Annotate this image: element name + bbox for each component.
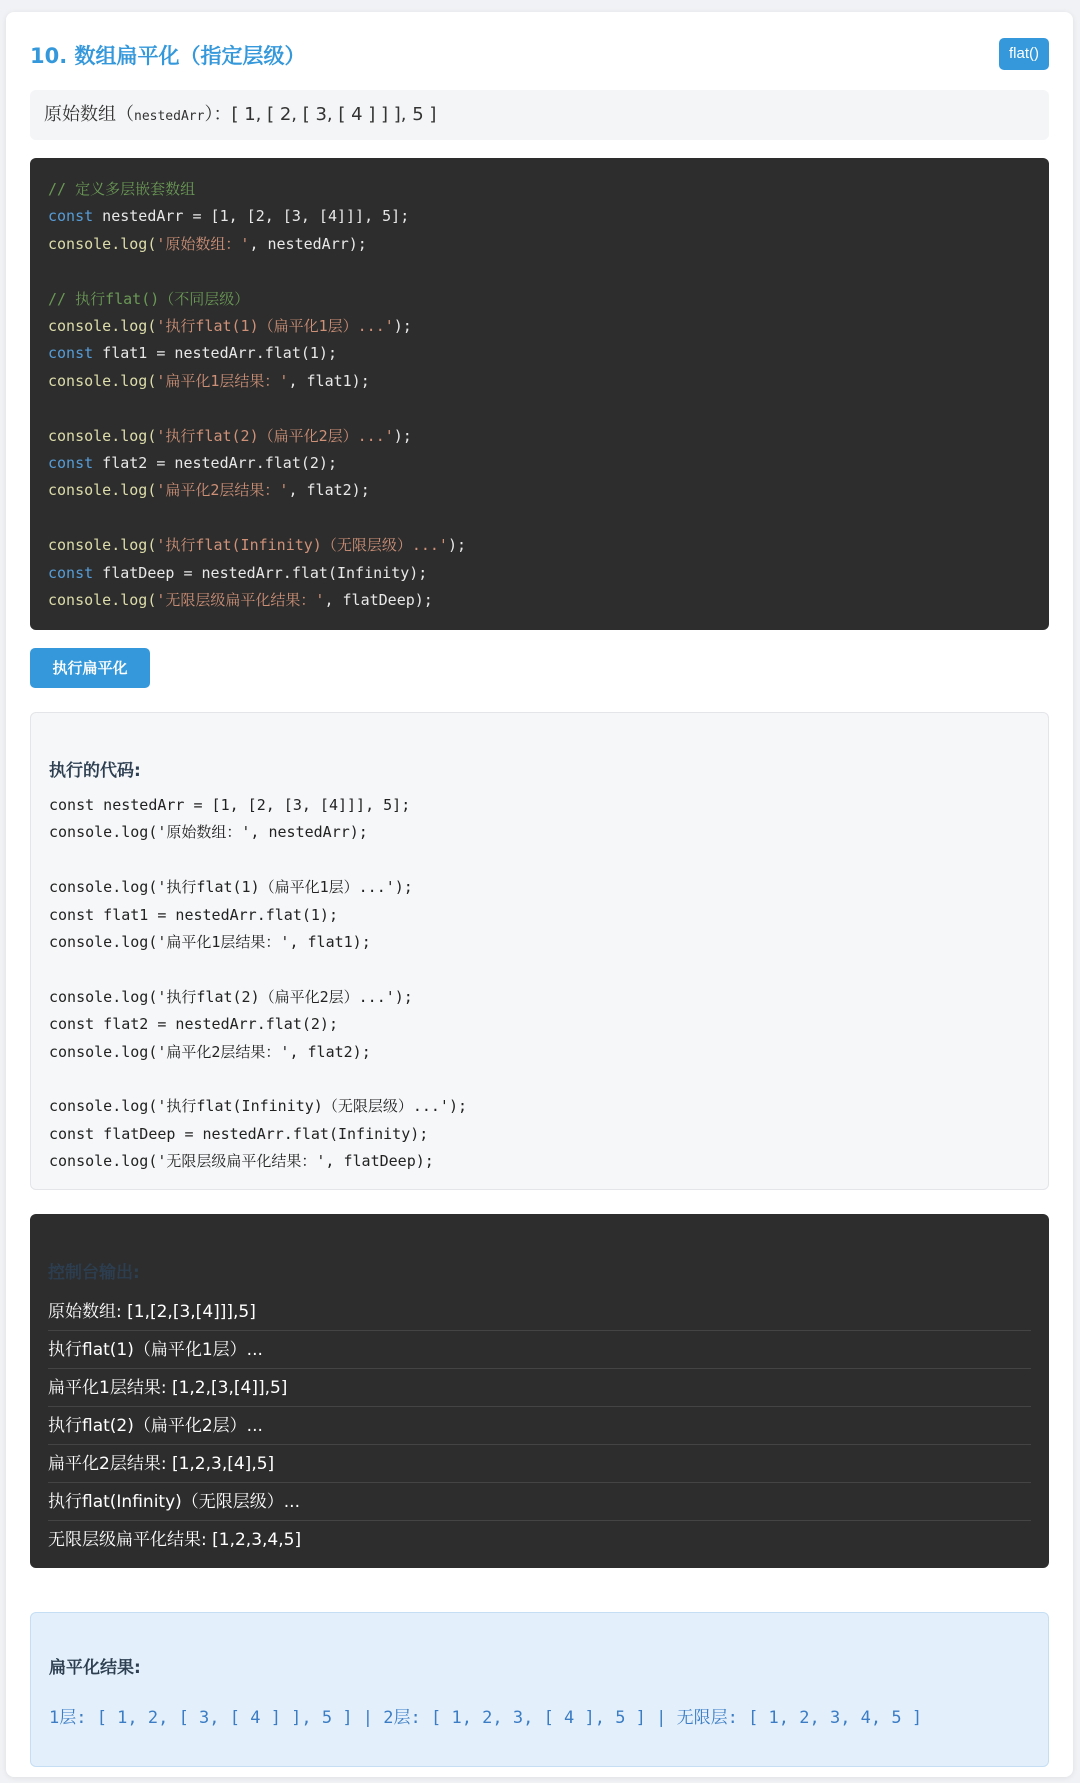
method-badge: flat() xyxy=(999,38,1049,70)
console-line: 执行flat(2)（扁平化2层）... xyxy=(48,1407,1031,1445)
code-line xyxy=(48,477,1031,504)
original-array-box xyxy=(30,90,1049,140)
result-title: 扁平化结果: xyxy=(49,1658,141,1678)
original-label-prefix: 原始数组（ xyxy=(44,104,134,125)
code-token: , nestedArr); xyxy=(249,234,367,253)
code-token: const xyxy=(48,563,94,582)
code-token: const xyxy=(48,344,94,363)
code-line xyxy=(48,395,1031,422)
code-token: console.log( xyxy=(48,591,157,610)
console-lines xyxy=(48,1293,1031,1559)
code-token: , flatDeep); xyxy=(324,591,433,610)
code-line xyxy=(48,231,1031,258)
code-token: console.log( xyxy=(48,371,157,390)
code-line xyxy=(48,286,1031,313)
code-token: '无限层级扁平化结果：' xyxy=(156,591,325,610)
executed-code-text: const nestedArr = [1, [2, [3, [4]]], 5]; console.log('原始数组：', nestedArr); console.log('执行flat(1)（扁平化1层）...'); const flat1 = nestedArr.flat(1); console.log('扁平化1层结果：', flat1); console.log('执行flat(2)（扁平化2层）...'); const flat2 = nestedArr.flat(2); console.log('扁平化2层结果：', flat2); console.log('执行flat(Infinity)（无限层级）...'); const flatDeep = nestedArr.flat(Infinity); console.log('无限层级扁平化结果：', flatDeep); xyxy=(49,796,468,1171)
code-token: '执行flat(1)（扁平化1层）...' xyxy=(156,317,394,336)
code-line xyxy=(48,450,1031,477)
executed-code-title: 执行的代码: xyxy=(49,761,141,781)
flatten-result-panel xyxy=(30,1612,1049,1767)
page-title: 10. 数组扁平化（指定层级） xyxy=(30,44,306,68)
source-code-block xyxy=(30,158,1049,630)
run-flatten-button[interactable]: 执行扁平化 xyxy=(30,648,150,688)
code-token: , flat1); xyxy=(288,371,370,390)
code-token: console.log( xyxy=(48,536,157,555)
original-var-name: nestedArr xyxy=(134,109,205,124)
original-label-suffix: ）： xyxy=(204,104,232,125)
executed-code-panel xyxy=(30,712,1049,1190)
code-token: flatDeep = nestedArr.flat(Infinity); xyxy=(93,563,428,582)
code-token: const xyxy=(48,454,94,473)
code-line xyxy=(48,203,1031,230)
console-line: 扁平化1层结果: [1,2,[3,[4]],5] xyxy=(48,1369,1031,1407)
code-line xyxy=(48,423,1031,450)
code-token: console.log( xyxy=(48,426,157,445)
code-line xyxy=(48,258,1031,285)
code-token: flat1 = nestedArr.flat(1); xyxy=(93,344,337,363)
console-line: 扁平化2层结果: [1,2,3,[4],5] xyxy=(48,1445,1031,1483)
card-header xyxy=(30,38,1049,70)
code-line xyxy=(48,340,1031,367)
code-token: , flat2); xyxy=(288,481,370,500)
code-token: '原始数组：' xyxy=(156,234,250,253)
code-token: flat2 = nestedArr.flat(2); xyxy=(93,454,337,473)
demo-card xyxy=(6,12,1073,1777)
console-line: 执行flat(1)（扁平化1层）... xyxy=(48,1331,1031,1369)
code-token: '执行flat(Infinity)（无限层级）...' xyxy=(156,536,448,555)
code-line xyxy=(48,313,1031,340)
code-token: '执行flat(2)（扁平化2层）...' xyxy=(156,426,394,445)
code-token: '扁平化1层结果：' xyxy=(156,371,289,390)
code-line xyxy=(48,560,1031,587)
code-token: ); xyxy=(393,317,412,336)
code-token: console.log( xyxy=(48,317,157,336)
code-token: nestedArr = [1, [2, [3, [4]]], 5]; xyxy=(93,207,410,226)
code-token: '扁平化2层结果：' xyxy=(156,481,289,500)
code-line xyxy=(48,587,1031,614)
code-line xyxy=(48,176,1031,203)
code-line xyxy=(48,505,1031,532)
console-line: 执行flat(Infinity)（无限层级）... xyxy=(48,1483,1031,1521)
code-token: ); xyxy=(447,536,467,555)
original-array-value: [ 1, [ 2, [ 3, [ 4 ] ] ], 5 ] xyxy=(231,104,437,125)
code-line xyxy=(48,532,1031,559)
code-token: // 定义多层嵌套数组 xyxy=(48,180,196,198)
console-line: 无限层级扁平化结果: [1,2,3,4,5] xyxy=(48,1530,302,1550)
code-token: console.log( xyxy=(48,234,157,253)
code-token: const xyxy=(48,207,94,226)
code-token: ); xyxy=(393,426,412,445)
code-token: console.log( xyxy=(48,481,157,500)
console-line: 原始数组: [1,[2,[3,[4]]],5] xyxy=(48,1293,1031,1331)
console-output-panel xyxy=(30,1214,1049,1568)
console-output-title: 控制台输出: xyxy=(48,1263,140,1283)
result-text: 1层: [ 1, 2, [ 3, [ 4 ] ], 5 ] | 2层: [ 1, 2, 3, [ 4 ], 5 ] | 无限层: [ 1, 2, 3, 4, 5 ] xyxy=(49,1708,923,1728)
code-token: // 执行flat()（不同层级） xyxy=(48,289,250,308)
code-line xyxy=(48,368,1031,395)
